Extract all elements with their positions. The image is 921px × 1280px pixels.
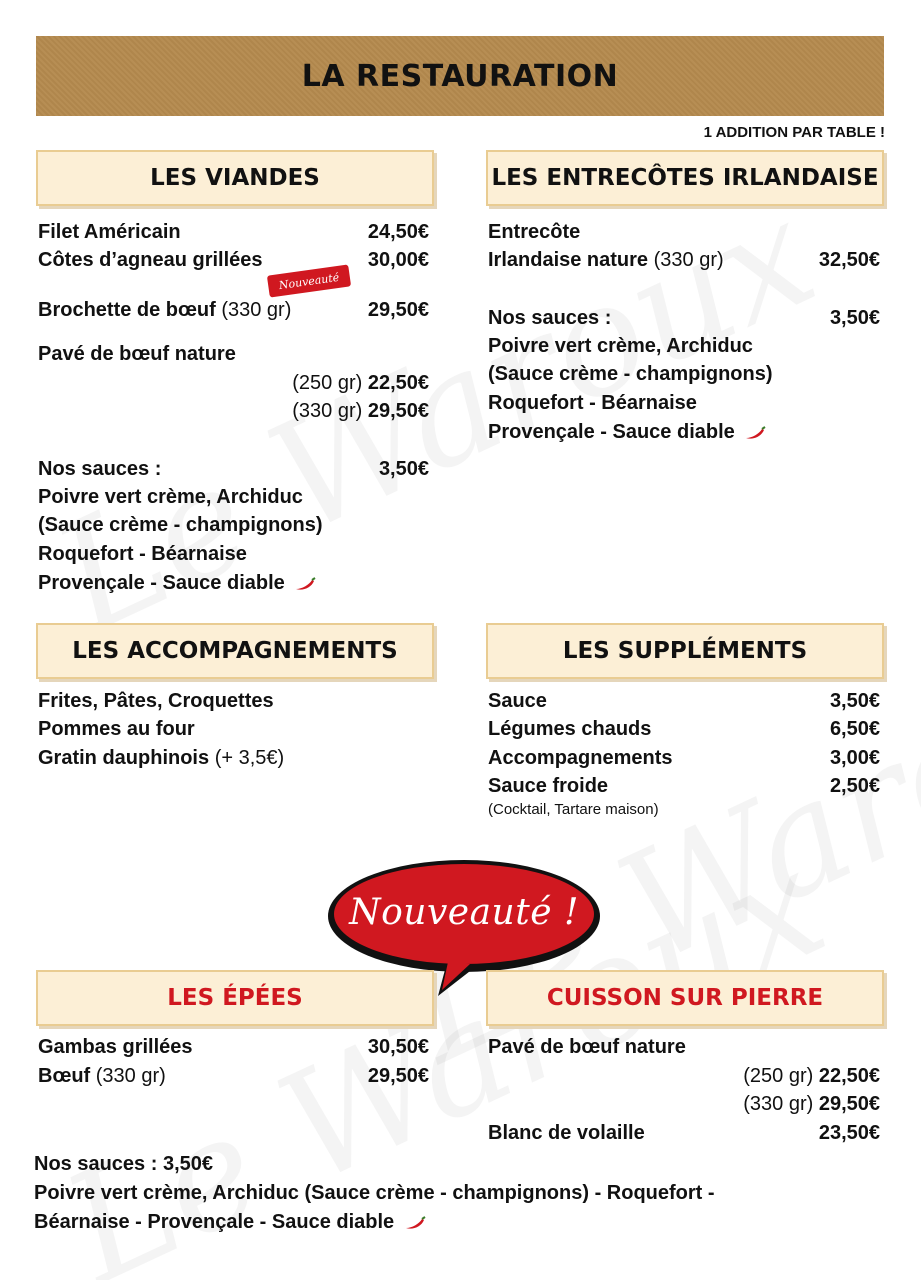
accompagnement-item: Pommes au four — [38, 718, 195, 740]
accompagnement-item: Frites, Pâtes, Croquettes — [38, 690, 274, 712]
item-brochette — [38, 296, 291, 324]
item-brochette-name: Brochette de bœuf — [38, 299, 216, 321]
epee-price: 30,50€ — [367, 1036, 429, 1058]
pierre-price-250 — [743, 1062, 880, 1090]
sauces-price: 3,50€ — [378, 458, 429, 480]
nouveaute-badge: Nouveauté — [267, 264, 351, 297]
pierre-price-330 — [743, 1090, 880, 1118]
sauces-line: Poivre vert crème, Archiduc — [38, 486, 303, 508]
item-cotes-agneau: Côtes d’agneau grillées — [38, 249, 263, 271]
epee-item: Gambas grillées — [38, 1036, 193, 1058]
item-entrecote-nature-name: Irlandaise nature — [488, 249, 649, 271]
pave-price-330: 29,50€ — [367, 400, 429, 422]
item-entrecote-nature — [488, 246, 724, 274]
pierre-price: 23,50€ — [818, 1122, 880, 1144]
price-pave-330 — [292, 397, 429, 425]
sauces-price: 3,50€ — [829, 307, 880, 329]
item-filet-americain: Filet Américain — [38, 221, 181, 243]
section-header-epees: LES ÉPÉES — [36, 970, 434, 1026]
pierre-value-250: 22,50€ — [818, 1065, 880, 1087]
sauces-line: Poivre vert crème, Archiduc — [488, 335, 753, 357]
section-header-entrecotes: LES ENTRECÔTES IRLANDAISE — [486, 150, 884, 206]
supplement-item: Accompagnements — [488, 747, 673, 769]
epee-price: 29,50€ — [367, 1065, 429, 1087]
price-pave-250 — [292, 369, 429, 397]
price-entrecote: 32,50€ — [818, 249, 880, 271]
page-banner — [36, 36, 884, 116]
sauces-title: Nos sauces : — [38, 458, 162, 480]
bottom-sauces-title: Nos sauces : 3,50€ — [34, 1153, 213, 1175]
pave-weight-330: (330 gr) — [292, 400, 363, 422]
section-header-supplements: LES SUPPLÉMENTS — [486, 623, 884, 679]
price-cotes-agneau: 30,00€ — [367, 249, 429, 271]
accompagnement-item-extra: (+ 3,5€) — [214, 747, 285, 769]
section-header-accompagnements: LES ACCOMPAGNEMENTS — [36, 623, 434, 679]
epee-item-weight: (330 gr) — [95, 1065, 166, 1087]
price-filet-americain: 24,50€ — [367, 221, 429, 243]
section-header-viandes: LES VIANDES — [36, 150, 434, 206]
bottom-sauces-line: Poivre vert crème, Archiduc (Sauce crème - champignons) - Roquefort - — [34, 1182, 715, 1204]
sauces-title: Nos sauces : — [488, 307, 612, 329]
chili-icon — [744, 426, 766, 440]
sauces-line-text: Provençale - Sauce diable — [488, 421, 735, 443]
item-entrecote-weight: (330 gr) — [653, 249, 724, 271]
pierre-weight-330: (330 gr) — [743, 1093, 814, 1115]
pave-price-250: 22,50€ — [367, 372, 429, 394]
nouveaute-bubble-text: Nouveauté ! — [349, 892, 579, 933]
sauces-line: (Sauce crème - champignons) — [38, 514, 323, 536]
supplement-price: 6,50€ — [829, 718, 880, 740]
pierre-value-330: 29,50€ — [818, 1093, 880, 1115]
accompagnement-item-name: Gratin dauphinois — [38, 747, 210, 769]
pierre-item: Blanc de volaille — [488, 1122, 645, 1144]
sauces-line — [38, 569, 316, 597]
section-header-pierre: CUISSON SUR PIERRE — [486, 970, 884, 1026]
supplement-price: 2,50€ — [829, 775, 880, 797]
supplement-item: Légumes chauds — [488, 718, 652, 740]
sauces-line — [488, 418, 766, 446]
sauces-line: (Sauce crème - champignons) — [488, 363, 773, 385]
supplement-note: (Cocktail, Tartare maison) — [488, 801, 659, 818]
pierre-item: Pavé de bœuf nature — [488, 1036, 686, 1058]
supplement-price: 3,50€ — [829, 690, 880, 712]
chili-icon — [294, 577, 316, 591]
bottom-sauces-line-text: Béarnaise - Provençale - Sauce diable — [34, 1211, 395, 1233]
price-brochette: 29,50€ — [367, 299, 429, 321]
item-brochette-weight: (330 gr) — [221, 299, 292, 321]
pave-weight-250: (250 gr) — [292, 372, 363, 394]
epee-item-name: Bœuf — [38, 1065, 91, 1087]
accompagnement-item — [38, 744, 284, 772]
supplement-item: Sauce froide — [488, 775, 609, 797]
item-pave-boeuf: Pavé de bœuf nature — [38, 343, 236, 365]
supplement-price: 3,00€ — [829, 747, 880, 769]
sauces-line: Roquefort - Béarnaise — [488, 392, 697, 414]
sauces-line: Roquefort - Béarnaise — [38, 543, 247, 565]
page-title: LA RESTAURATION — [301, 58, 619, 94]
item-entrecote: Entrecôte — [488, 221, 581, 243]
chili-icon — [404, 1216, 426, 1230]
epee-item — [38, 1062, 166, 1090]
sauces-line-text: Provençale - Sauce diable — [38, 572, 285, 594]
pierre-weight-250: (250 gr) — [743, 1065, 814, 1087]
supplement-item: Sauce — [488, 690, 547, 712]
addition-note: 1 ADDITION PAR TABLE ! — [703, 124, 885, 141]
bottom-sauces-line — [34, 1208, 426, 1236]
